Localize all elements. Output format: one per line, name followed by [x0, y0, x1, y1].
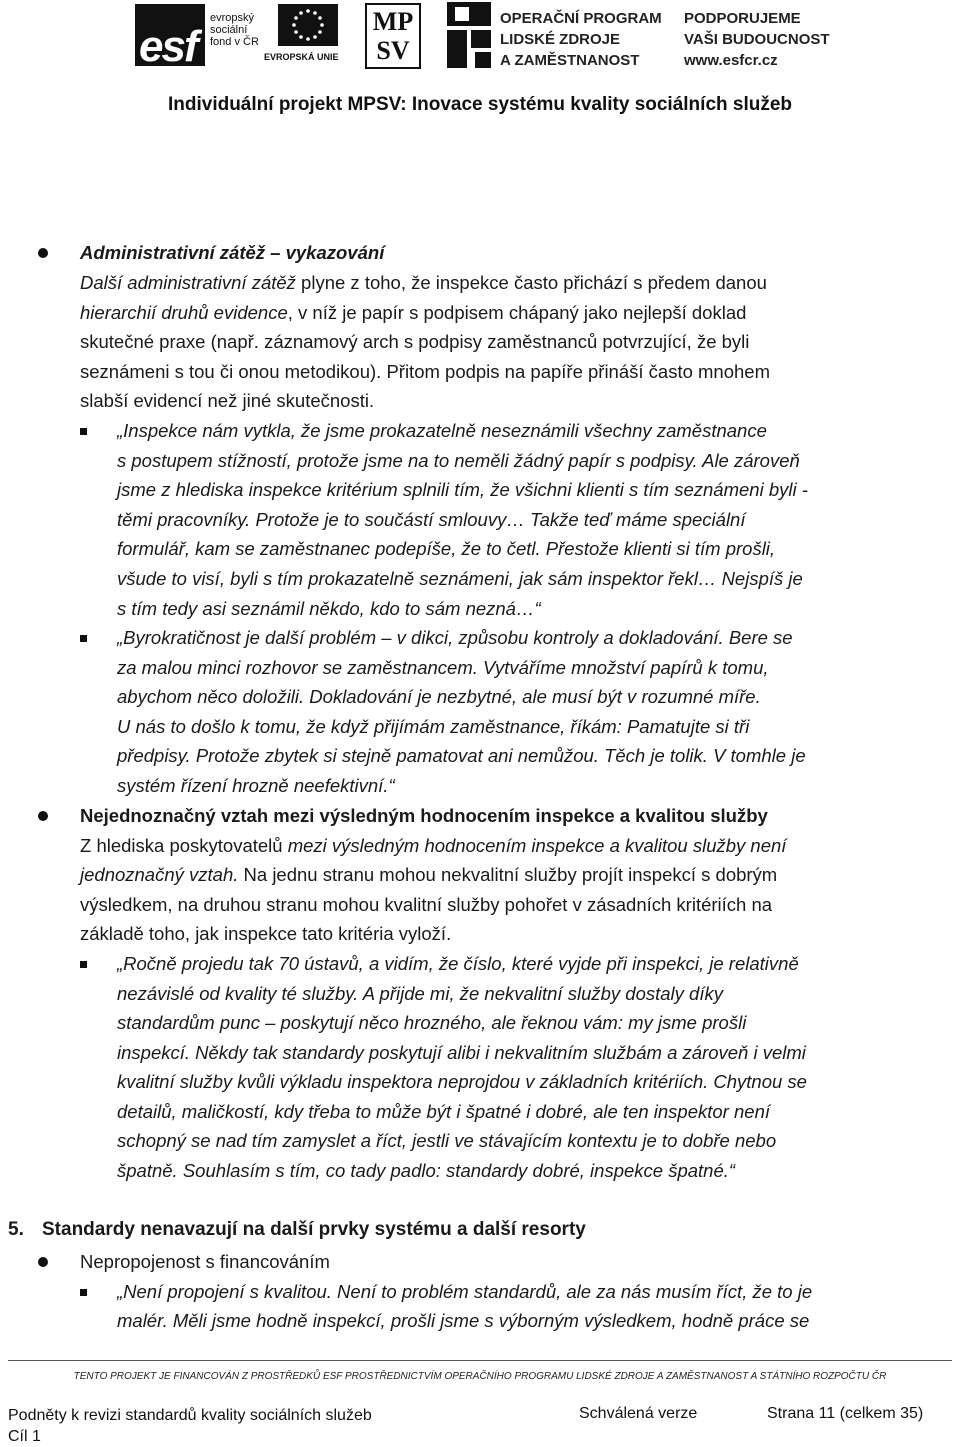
quote-line: inspekcí. Někdy tak standardy poskytují alibi i nekvalitním službám a zároveň i velmi: [117, 1042, 806, 1063]
quote-line: „Není propojení s kvalitou. Není to problém standardů, ale za nás musím říct, že to je: [117, 1281, 813, 1302]
section2-paragraph-line: základě toho, jak inspekce tato kritéria vyloží.: [80, 923, 452, 944]
footer-goal: Cíl 1: [8, 1428, 41, 1445]
section2-heading: Nejednoznačný vztah mezi výsledným hodnocením inspekce a kvalitou služby: [80, 805, 768, 826]
bullet-icon: [38, 1257, 48, 1267]
bullet-icon: [38, 248, 48, 258]
section2-paragraph-line: Z hlediska poskytovatelů mezi výsledným hodnocením inspekce a kvalitou služby není: [80, 835, 787, 856]
quote-line: malér. Měli jsme hodně inspekcí, prošli jsme s výborným výsledkem, hodně práce se: [117, 1310, 810, 1331]
quote-line: „Ročně projedu tak 70 ústavů, a vidím, že číslo, které vyjde při inspekci, je relativně: [117, 953, 799, 974]
quote-line: standardům punc – poskytují něco hrozného, ale řeknou vám: my jsme prošli: [117, 1012, 747, 1033]
quote-line: za malou minci rozhovor se zaměstnancem. Vytváříme množství papírů k tomu,: [117, 657, 769, 678]
quote-line: U nás to došlo k tomu, že když přijímám zaměstnance, říkám: Pamatujte si tři: [117, 716, 750, 737]
oplzz-logo-icon: [447, 2, 491, 68]
section1-paragraph-line: Další administrativní zátěž plyne z toho, že inspekce často přichází s předem danou: [80, 272, 767, 293]
support-text: PODPORUJEME VAŠI BUDOUCNOST www.esfcr.cz: [684, 10, 830, 69]
esf-logo: esf: [135, 4, 205, 66]
esf-caption: evropský sociální fond v ČR: [210, 12, 259, 48]
section1-paragraph-line: hierarchií druhů evidence, v níž je papír s podpisem chápaný jako nejlepší doklad: [80, 302, 747, 323]
footer-disclaimer: TENTO PROJEKT JE FINANCOVÁN Z PROSTŘEDKŮ ESF PROSTŘEDNICTVÍM OPERAČNÍHO PROGRAMU LIDSKÉ ZDROJE A ZAMĚSTNANOST A STÁTNÍHO ROZPOČTU ČR: [73, 1371, 887, 1382]
footer-doc-title: Podněty k revizi standardů kvality sociálních služeb: [8, 1407, 372, 1424]
quote-line: schopný se nad tím zamyslet a říct, jestli ve stávajícím kontextu je to dobře nebo: [117, 1130, 777, 1151]
section5-heading: 5. Standardy nenavazují na další prvky systému a další resorty: [8, 1219, 586, 1240]
quote-line: systém řízení hrozně neefektivní.“: [117, 775, 395, 796]
quote-line: špatně. Souhlasím s tím, co tady padlo: standardy dobré, inspekce špatné.“: [117, 1160, 736, 1181]
bullet-icon: [38, 811, 48, 821]
quote-line: s postupem stížností, protože jsme na to neměli žádný papír s podpisy. Ale zároveň: [117, 450, 800, 471]
quote-line: abychom něco doložili. Dokladování je nezbytné, ale musí být v rozumné míře.: [117, 686, 761, 707]
quote-line: „Inspekce nám vytkla, že jsme prokazatelně neseznámili všechny zaměstnance: [117, 420, 767, 441]
section1-paragraph-line: slabší evidencí než jiné skutečnosti.: [80, 390, 375, 411]
quote-line: těmi pracovníky. Protože je to součástí smlouvy… Takže teď máme speciální: [117, 509, 746, 530]
section1-paragraph-line: seznámeni s tou či onou metodikou). Přitom podpis na papíře přináší často mnohem: [80, 361, 771, 382]
quote-line: všude to visí, byli s tím prokazatelně seznámeni, jak sám inspektor řekl… Nejspíš je: [117, 568, 803, 589]
quote-line: formulář, kam se zaměstnanec podepíše, že to četl. Přestože klienti si tím prošli,: [117, 538, 776, 559]
quote-line: kvalitní služby kvůli výkladu inspektora neprojdou v základních kritériích. Chytnou se: [117, 1071, 807, 1092]
section2-paragraph-line: výsledkem, na druhou stranu mohou kvalitní služby pohořet v zásadních kritériích na: [80, 894, 773, 915]
square-bullet-icon: [80, 428, 87, 435]
eu-caption: EVROPSKÁ UNIE: [264, 52, 339, 62]
header-logos: [0, 0, 960, 80]
quote-line: nezávislé od kvality té služby. A přijde mi, že nekvalitní služby dostaly díky: [117, 983, 723, 1004]
eu-flag-icon: [278, 4, 338, 46]
quote-line: detailů, maličkostí, kdy třeba to může být i špatné i dobré, ale ten inspektor není: [117, 1101, 770, 1122]
footer-doc-info: [8, 1405, 372, 1447]
square-bullet-icon: [80, 961, 87, 968]
footer-page-number: Strana 11 (celkem 35): [767, 1405, 924, 1422]
footer-divider: [8, 1360, 952, 1361]
section1-heading: Administrativní zátěž – vykazování: [80, 242, 385, 263]
section5-bullet-text: Nepropojenost s financováním: [80, 1251, 330, 1272]
quote-line: předpisy. Protože zbytek si stejně pamatovat ani nemůžou. Těch je tolik. V tomhle je: [117, 745, 806, 766]
footer-version: Schválená verze: [579, 1405, 698, 1422]
square-bullet-icon: [80, 635, 87, 642]
quote-line: s tím tedy asi seznámil někdo, kdo to sám nezná…“: [117, 598, 541, 619]
section1-paragraph-line: skutečné praxe (např. záznamový arch s podpisy zaměstnanců potvrzující, že byli: [80, 331, 750, 352]
project-title: Individuální projekt MPSV: Inovace systému kvality sociálních služeb: [167, 94, 793, 115]
quote-line: jsme z hlediska inspekce kritérium splnili tím, že všichni klienti s tím seznámeni byli -: [117, 479, 808, 500]
mpsv-logo: MP SV: [365, 3, 421, 69]
oplzz-text: OPERAČNÍ PROGRAM LIDSKÉ ZDROJE A ZAMĚSTNANOST: [500, 10, 662, 69]
square-bullet-icon: [80, 1289, 87, 1296]
section2-paragraph-line: jednoznačný vztah. Na jednu stranu mohou nekvalitní služby projít inspekcí s dobrým: [80, 864, 778, 885]
quote-line: „Byrokratičnost je další problém – v dikci, způsobu kontroly a dokladování. Bere se: [117, 627, 793, 648]
